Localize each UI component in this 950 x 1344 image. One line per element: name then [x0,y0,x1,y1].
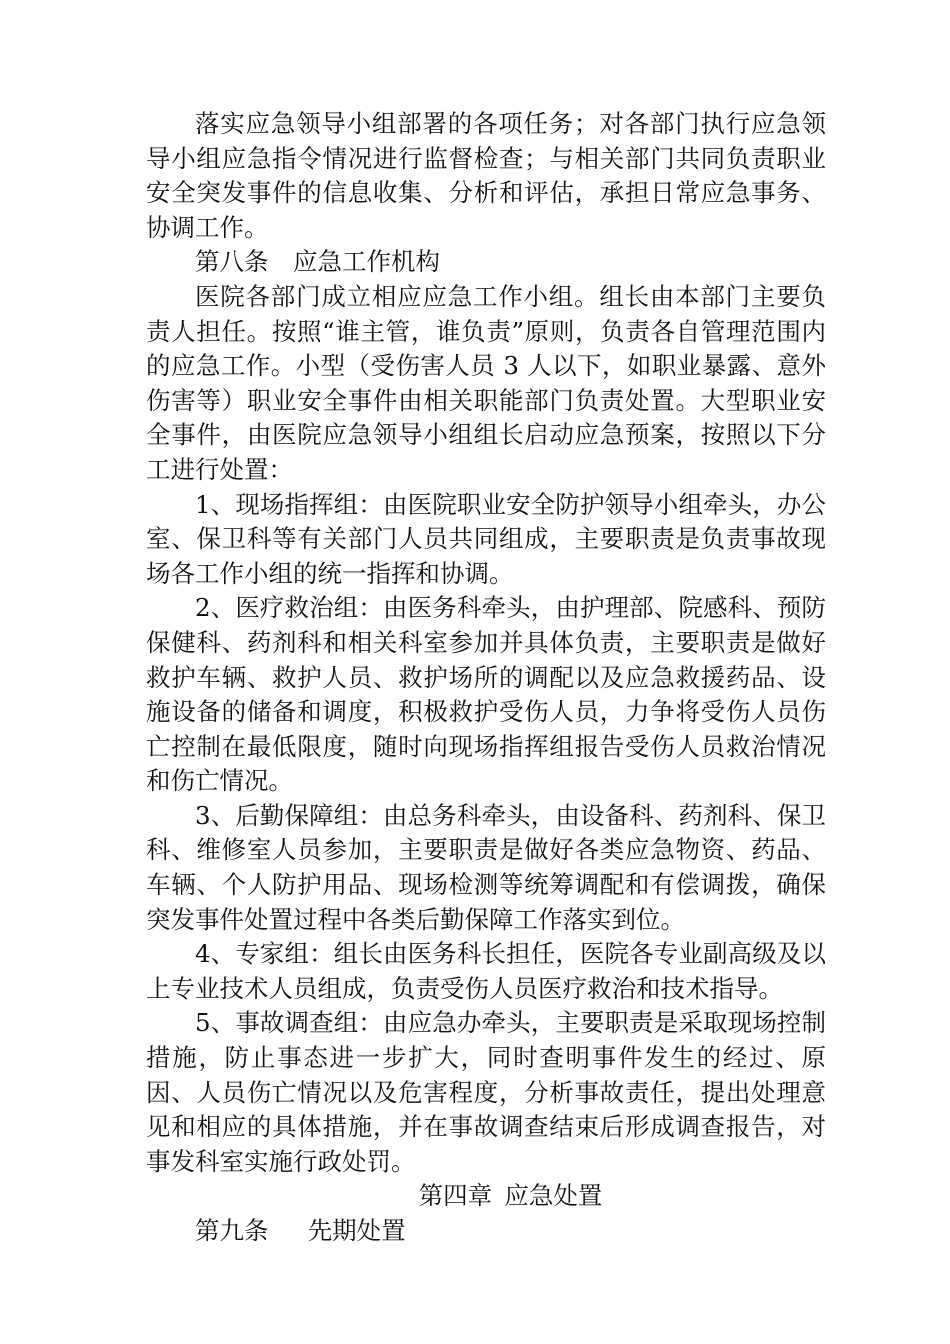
list-item-expert-group: 4、专家组：组长由医务科长担任，医院各专业副高级及以上专业技术人员组成，负责受伤人员医疗救治和技术指导。 [146,939,826,1003]
list-item-medical-group: 2、医疗救治组：由医务科牵头，由护理部、院感科、预防保健科、药剂科和相关科室参加并具体负责，主要职责是做好救护车辆、救护人员、救护场所的调配以及应急救援药品、设施设备的储备和调度，积极救护受伤人员，力争将受伤人员伤亡控制在最低限度，随时向现场指挥组报告受伤人员救治情况和伤亡情况。 [146,593,826,796]
article-9-title: 先期处置 [307,1216,406,1245]
chapter-4-heading [146,1179,826,1214]
document-page [146,107,826,1249]
chapter-4-title: 应急处置 [504,1181,603,1211]
list-item-command-group: 1、现场指挥组：由医院职业安全防护领导小组牵头，办公室、保卫科等有关部门人员共同组成，主要职责是负责事故现场各工作小组的统一指挥和协调。 [146,489,826,588]
paragraph-organization: 医院各部门成立相应应急工作小组。组长由本部门主要负责人担任。按照“谁主管，谁负责”原则，负责各自管理范围内的应急工作。小型（受伤害人员 3 人以下，如职业暴露、意外伤害等）职业安全事件由相关职能部门负责处置。大型职业安全事件，由医院应急领导小组组长启动应急预案，按照以下分工进行处置： [146,281,826,484]
paragraph-duties: 落实应急领导小组部署的各项任务；对各部门执行应急领导小组应急指令情况进行监督检查；与相关部门共同负责职业安全突发事件的信息收集、分析和评估，承担日常应急事务、协调工作。 [146,109,826,242]
article-8-title: 应急工作机构 [293,247,440,277]
article-8-heading [146,245,826,280]
chapter-4-number: 第四章 [418,1181,493,1211]
article-9-heading [146,1214,826,1249]
list-item-investigation-group: 5、事故调查组：由应急办牵头，主要职责是采取现场控制措施，防止事态进一步扩大，同时查明事件发生的经过、原因、人员伤亡情况以及危害程度，分析事故责任，提出处理意见和相应的具体措施，并在事故调查结束后形成调查报告，对事发科室实施行政处罚。 [146,1008,826,1176]
list-item-logistics-group: 3、后勤保障组：由总务科牵头，由设备科、药剂科、保卫科、维修室人员参加，主要职责是做好各类应急物资、药品、车辆、个人防护用品、现场检测等统筹调配和有偿调拨，确保突发事件处置过程中各类后勤保障工作落实到位。 [146,800,826,934]
article-8-number: 第八条 [195,247,269,277]
article-9-number: 第九条 [195,1216,269,1245]
